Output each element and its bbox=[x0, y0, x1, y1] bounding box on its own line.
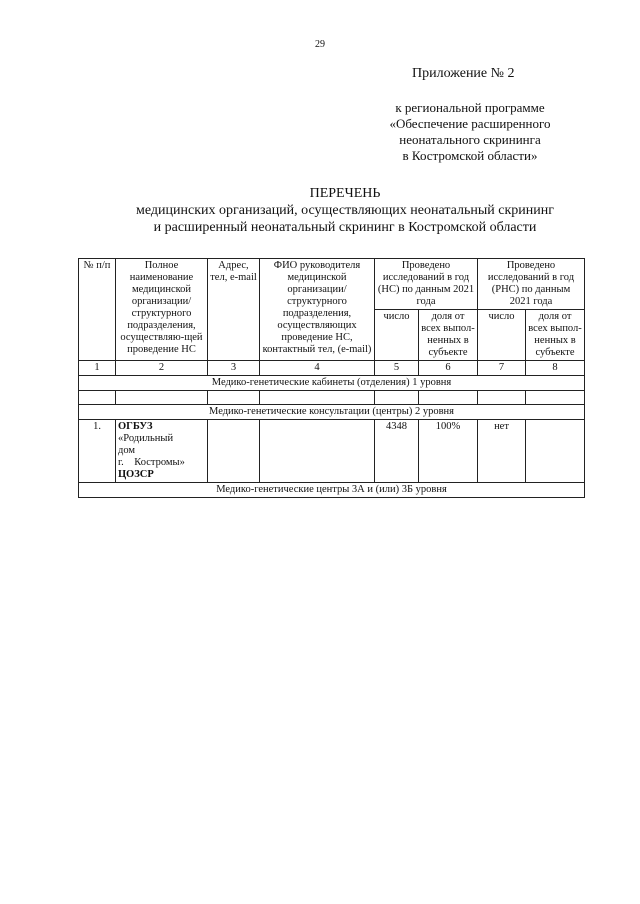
empty-cell bbox=[79, 391, 116, 405]
appendix-subtitle-line: «Обеспечение расширенного bbox=[389, 116, 551, 131]
empty-cell bbox=[116, 391, 208, 405]
column-number: 5 bbox=[375, 361, 419, 376]
header-ns-share: доля от всех выпол-ненных в субъекте bbox=[419, 310, 478, 361]
empty-cell bbox=[419, 391, 478, 405]
org-name-bold: ЦОЗСР bbox=[118, 469, 154, 480]
section-level-2: Медико-генетические консультации (центры) 2 уровня bbox=[79, 405, 585, 420]
empty-cell bbox=[208, 391, 260, 405]
column-number: 3 bbox=[208, 361, 260, 376]
header-org-name: Полное наименование медицинской организации/ структурного подразделения, осуществляю-щей проведение НС bbox=[116, 259, 208, 361]
empty-cell bbox=[375, 391, 419, 405]
header-ns-group: Проведено исследований в год (НС) по данным 2021 года bbox=[375, 259, 478, 310]
column-number: 4 bbox=[260, 361, 375, 376]
org-name-line: «Родильный bbox=[118, 433, 174, 444]
title-line: медицинских организаций, осуществляющих неонатальный скрининг bbox=[136, 203, 554, 218]
org-name-line: г. Костромы» bbox=[118, 457, 185, 468]
document-title bbox=[80, 185, 610, 236]
header-rns-group: Проведено исследований в год (РНС) по данным 2021 года bbox=[478, 259, 585, 310]
column-number-row bbox=[79, 361, 585, 376]
appendix-subtitle bbox=[370, 100, 570, 164]
column-number: 8 bbox=[526, 361, 585, 376]
appendix-subtitle-line: неонатального скрининга bbox=[399, 132, 541, 147]
header-address: Адрес, тел, e-mail bbox=[208, 259, 260, 361]
appendix-subtitle-line: в Костромской области» bbox=[402, 148, 538, 163]
section-row bbox=[79, 405, 585, 420]
section-row bbox=[79, 376, 585, 391]
column-number: 2 bbox=[116, 361, 208, 376]
empty-cell bbox=[526, 391, 585, 405]
header-rns-share: доля от всех выпол-ненных в субъекте bbox=[526, 310, 585, 361]
empty-cell bbox=[260, 391, 375, 405]
org-name-line: дом bbox=[118, 445, 136, 456]
column-number: 6 bbox=[419, 361, 478, 376]
section-level-1: Медико-генетические кабинеты (отделения) 1 уровня bbox=[79, 376, 585, 391]
column-number: 1 bbox=[79, 361, 116, 376]
organizations-table bbox=[78, 258, 585, 498]
title-heading: ПЕРЕЧЕНЬ bbox=[309, 186, 381, 201]
empty-row bbox=[79, 391, 585, 405]
header-rns-count: число bbox=[478, 310, 526, 361]
row-head bbox=[260, 420, 375, 483]
appendix-title: Приложение № 2 bbox=[412, 66, 515, 81]
section-level-3: Медико-генетические центры 3А и (или) 3Б уровня bbox=[79, 483, 585, 498]
row-ns-share: 100% bbox=[419, 420, 478, 483]
title-line: и расширенный неонатальный скрининг в Костромской области bbox=[153, 220, 537, 235]
row-rns-share bbox=[526, 420, 585, 483]
section-row bbox=[79, 483, 585, 498]
table-row bbox=[79, 420, 585, 483]
header-num: № п/п bbox=[79, 259, 116, 361]
header-ns-count: число bbox=[375, 310, 419, 361]
header-row bbox=[79, 259, 585, 310]
org-name-bold: ОГБУЗ bbox=[118, 421, 153, 432]
row-address bbox=[208, 420, 260, 483]
column-number: 7 bbox=[478, 361, 526, 376]
row-org-name bbox=[116, 420, 208, 483]
page-number: 29 bbox=[315, 39, 325, 50]
row-num: 1. bbox=[79, 420, 116, 483]
row-ns-count: 4348 bbox=[375, 420, 419, 483]
appendix-subtitle-line: к региональной программе bbox=[395, 100, 545, 115]
header-head: ФИО руководителя медицинской организации/ структурного подразделения, осуществляющих проведение НС, контактный тел, (e-mail) bbox=[260, 259, 375, 361]
row-rns-count: нет bbox=[478, 420, 526, 483]
empty-cell bbox=[478, 391, 526, 405]
